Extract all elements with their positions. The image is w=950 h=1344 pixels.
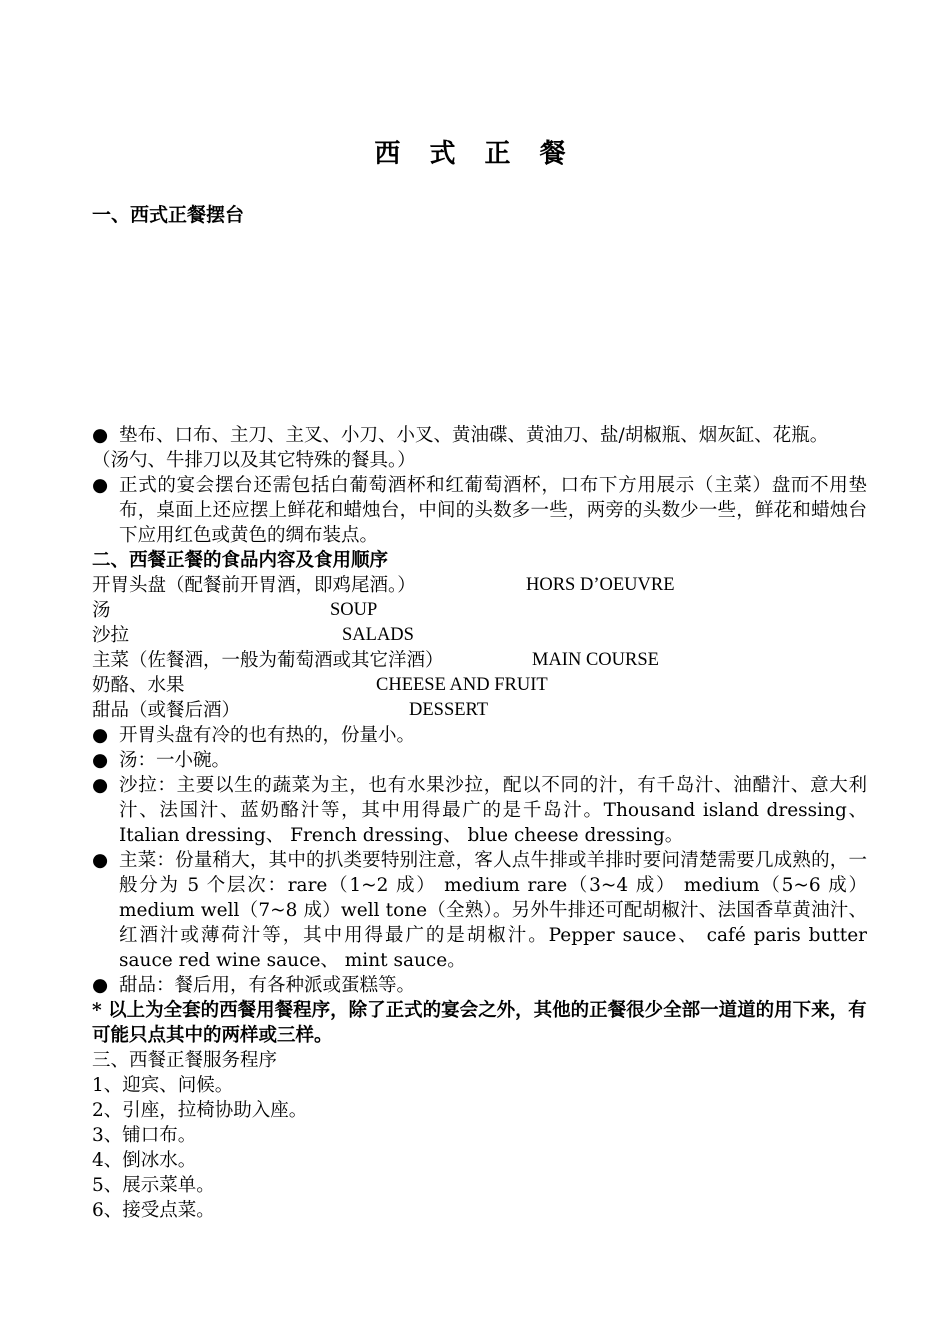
bullet-icon: ●: [92, 725, 109, 746]
section-heading-1: 一、西式正餐摆台: [92, 204, 245, 226]
bullet-item: ● 汤：一小碗。: [92, 750, 231, 771]
menu-cn: 开胃头盘（配餐前开胃酒，即鸡尾酒。）: [92, 575, 416, 596]
menu-cn: 奶酪、水果: [92, 675, 185, 696]
bullet-icon: ●: [92, 750, 109, 771]
bullet-note: （汤勺、牛排刀以及其它特殊的餐具。）: [92, 450, 416, 471]
section-heading-3: 三、西餐正餐服务程序: [92, 1050, 278, 1071]
menu-row: [92, 573, 867, 598]
page-title: 西 式 正 餐: [374, 139, 576, 169]
menu-cn: 汤: [92, 600, 111, 621]
menu-en: MAIN COURSE: [532, 650, 659, 670]
bullet-icon: ●: [92, 475, 109, 496]
bullet-icon: ●: [92, 850, 109, 871]
bullet-item: ● 沙拉：主要以生的蔬菜为主，也有水果沙拉，配以不同的汁，有千岛汁、油醋汁、意大利汁、法国汁、蓝奶酪汁等，其中用得最广的是千岛汁。Thousand island dressing、 Italian dressing、 French dressing、 blue cheese dressing。: [92, 775, 867, 846]
section-heading-2: 二、西餐正餐的食品内容及食用顺序: [92, 550, 389, 571]
menu-en: SALADS: [342, 625, 414, 645]
menu-row: [92, 673, 867, 698]
step-item: 1、迎宾、问候。: [92, 1075, 234, 1096]
menu-en: SOUP: [330, 600, 378, 620]
step-item: 6、接受点菜。: [92, 1200, 215, 1221]
menu-en: CHEESE AND FRUIT: [376, 675, 548, 695]
step-item: 2、引座，拉椅协助入座。: [92, 1100, 308, 1121]
menu-row: [92, 648, 867, 673]
menu-cn: 沙拉: [92, 625, 130, 646]
bullet-item: ● 主菜：份量稍大，其中的扒类要特别注意，客人点牛排或羊排时要问清楚需要几成熟的，一般分为 5 个层次：rare（1~2 成） medium rare（3~4 成） medium（5~6 成）medium well（7~8 成）well tone（全熟）。另外牛排还可配胡椒汁、法国香草黄油汁、红酒汁或薄荷汁等，其中用得最广的是胡椒汁。Pepper sauce、 café paris butter sauce red wine sauce、 mint sauce。: [92, 850, 867, 971]
bullet-icon: ●: [92, 425, 109, 446]
step-item: 5、展示菜单。: [92, 1175, 215, 1196]
menu-en: HORS D’OEUVRE: [526, 575, 675, 595]
bullet-item: ● 甜品：餐后用，有各种派或蛋糕等。: [92, 975, 416, 996]
menu-row: [92, 698, 867, 723]
bullet-item: ● 开胃头盘有冷的也有热的，份量小。: [92, 725, 416, 746]
menu-en: DESSERT: [409, 700, 489, 720]
bullet-icon: ●: [92, 975, 109, 996]
bullet-icon: ●: [92, 775, 109, 796]
menu-cn: 主菜（佐餐酒，一般为葡萄酒或其它洋酒）: [92, 650, 444, 671]
menu-row: [92, 598, 867, 623]
bullet-item: ● 垫布、口布、主刀、主叉、小刀、小叉、黄油碟、黄油刀、盐/胡椒瓶、烟灰缸、花瓶。 （汤勺、牛排刀以及其它特殊的餐具。）: [92, 423, 867, 473]
step-item: 4、倒冰水。: [92, 1150, 197, 1171]
step-item: 3、铺口布。: [92, 1125, 197, 1146]
bold-note: * 以上为全套的西餐用餐程序，除了正式的宴会之外，其他的正餐很少全部一道道的用下来，有可能只点其中的两样或三样。: [92, 1000, 867, 1046]
document-body: [92, 423, 867, 1223]
menu-row: [92, 623, 867, 648]
menu-cn: 甜品（或餐后酒）: [92, 700, 241, 721]
bullet-item: ● 正式的宴会摆台还需包括白葡萄酒杯和红葡萄酒杯，口布下方用展示（主菜）盘而不用垫布，桌面上还应摆上鲜花和蜡烛台，中间的头数多一些，两旁的头数少一些，鲜花和蜡烛台下应用红色或黄色的绸布装点。: [92, 475, 867, 546]
